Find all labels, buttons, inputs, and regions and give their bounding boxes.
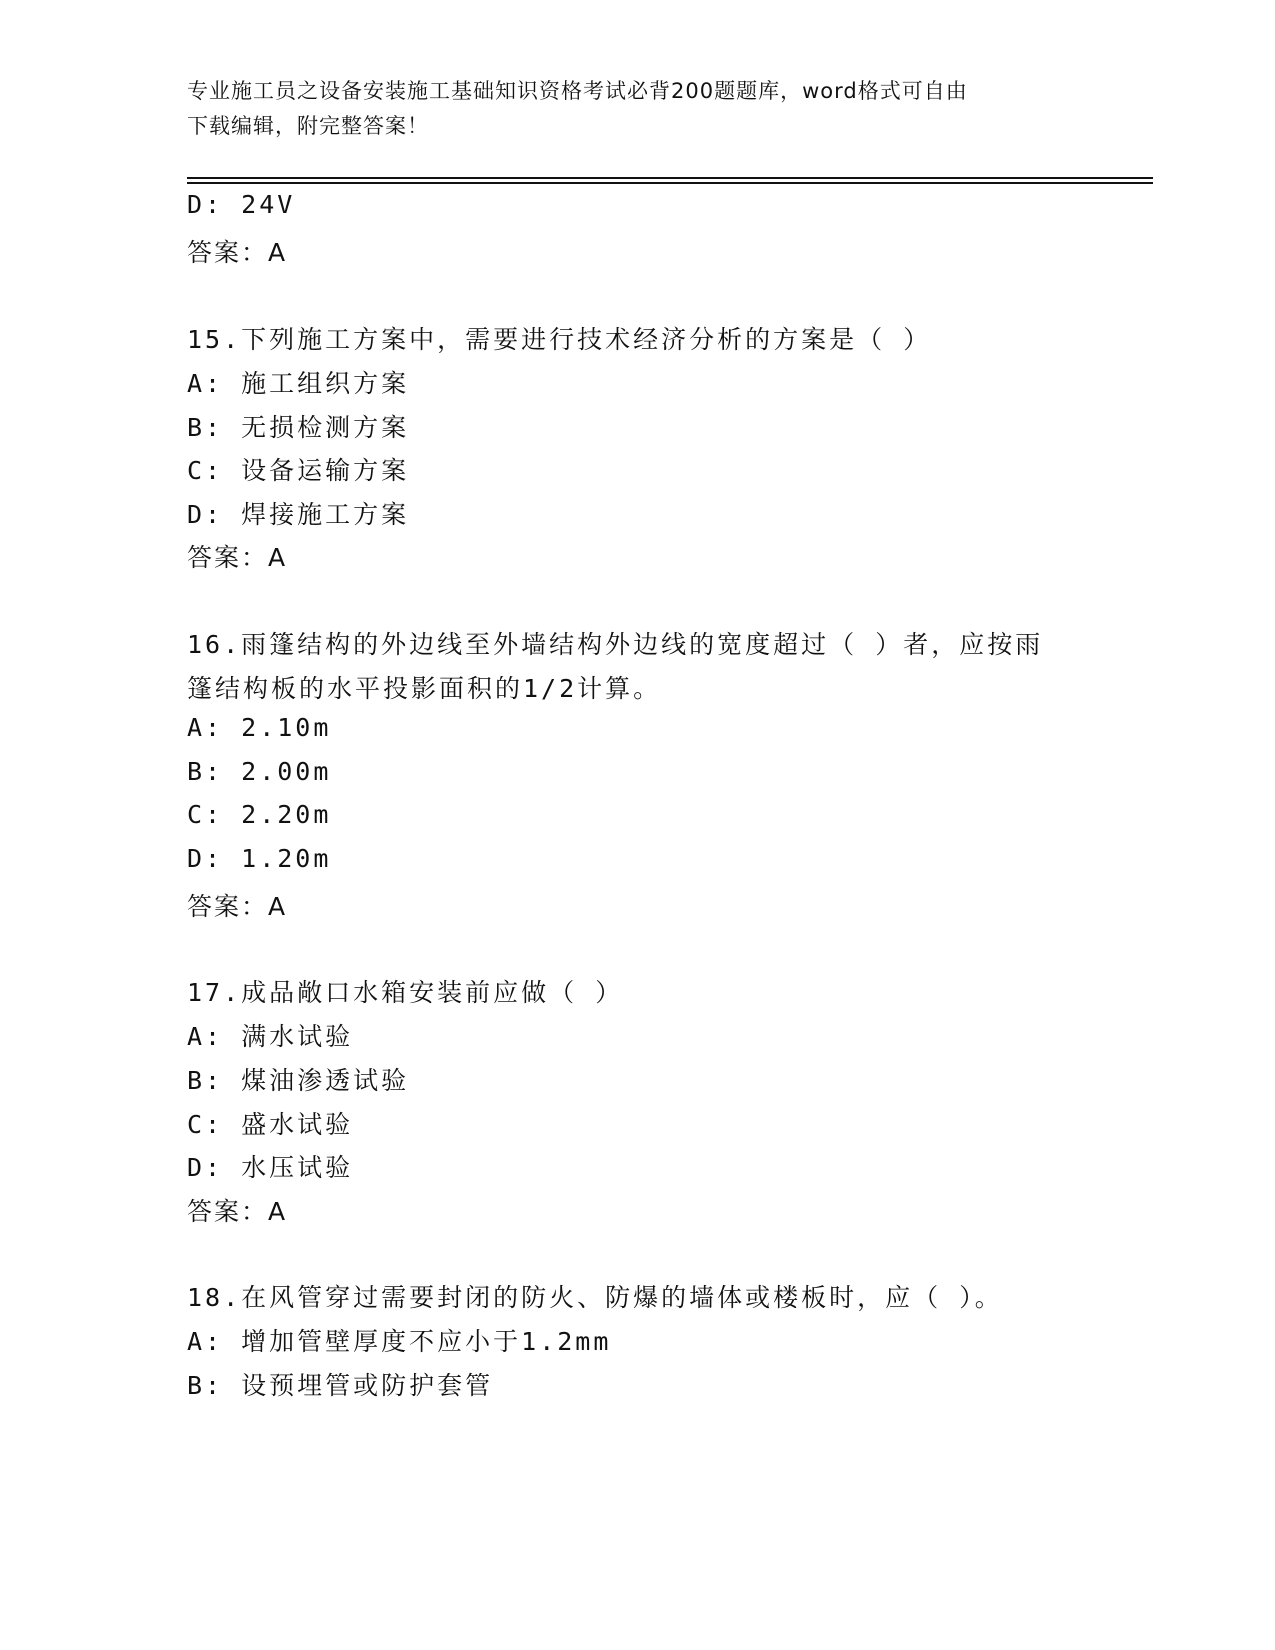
answer-line: 答案：A [187, 1197, 288, 1226]
answer-line: 答案：A [187, 892, 288, 921]
header-divider-top [187, 177, 1153, 179]
header-line-2: 下载编辑，附完整答案！ [187, 114, 429, 138]
option-a: A: 增加管壁厚度不应小于1.2mm [187, 1327, 612, 1356]
option-b: B: 煤油渗透试验 [187, 1066, 410, 1095]
option-c: C: 盛水试验 [187, 1110, 354, 1139]
question-stem: 15.下列施工方案中，需要进行技术经济分析的方案是（ ） [187, 325, 932, 354]
question-stem: 16.雨篷结构的外边线至外墙结构外边线的宽度超过（ ）者，应按雨 [187, 630, 1044, 659]
option-d: D: 水压试验 [187, 1153, 354, 1182]
option-c: C: 2.20m [187, 800, 332, 829]
answer-line: 答案：A [187, 238, 288, 267]
question-stem-continued: 篷结构板的水平投影面积的1/2计算。 [187, 674, 662, 703]
option-a: A: 2.10m [187, 713, 332, 742]
option-b: B: 2.00m [187, 757, 332, 786]
document-header [187, 74, 1087, 144]
option-b: B: 设预埋管或防护套管 [187, 1371, 494, 1400]
option-a: A: 施工组织方案 [187, 369, 410, 398]
question-stem: 17.成品敞口水箱安装前应做（ ） [187, 978, 624, 1007]
option-a: A: 满水试验 [187, 1022, 354, 1051]
question-stem: 18.在风管穿过需要封闭的防火、防爆的墙体或楼板时，应（ ）。 [187, 1283, 1003, 1312]
header-line-1: 专业施工员之设备安装施工基础知识资格考试必背200题题库，word格式可自由 [187, 79, 968, 103]
answer-line: 答案：A [187, 543, 288, 572]
option-d: D: 24V [187, 190, 296, 219]
option-d: D: 1.20m [187, 844, 332, 873]
header-divider-bottom [187, 182, 1153, 184]
option-c: C: 设备运输方案 [187, 456, 410, 485]
option-b: B: 无损检测方案 [187, 413, 410, 442]
option-d: D: 焊接施工方案 [187, 500, 410, 529]
